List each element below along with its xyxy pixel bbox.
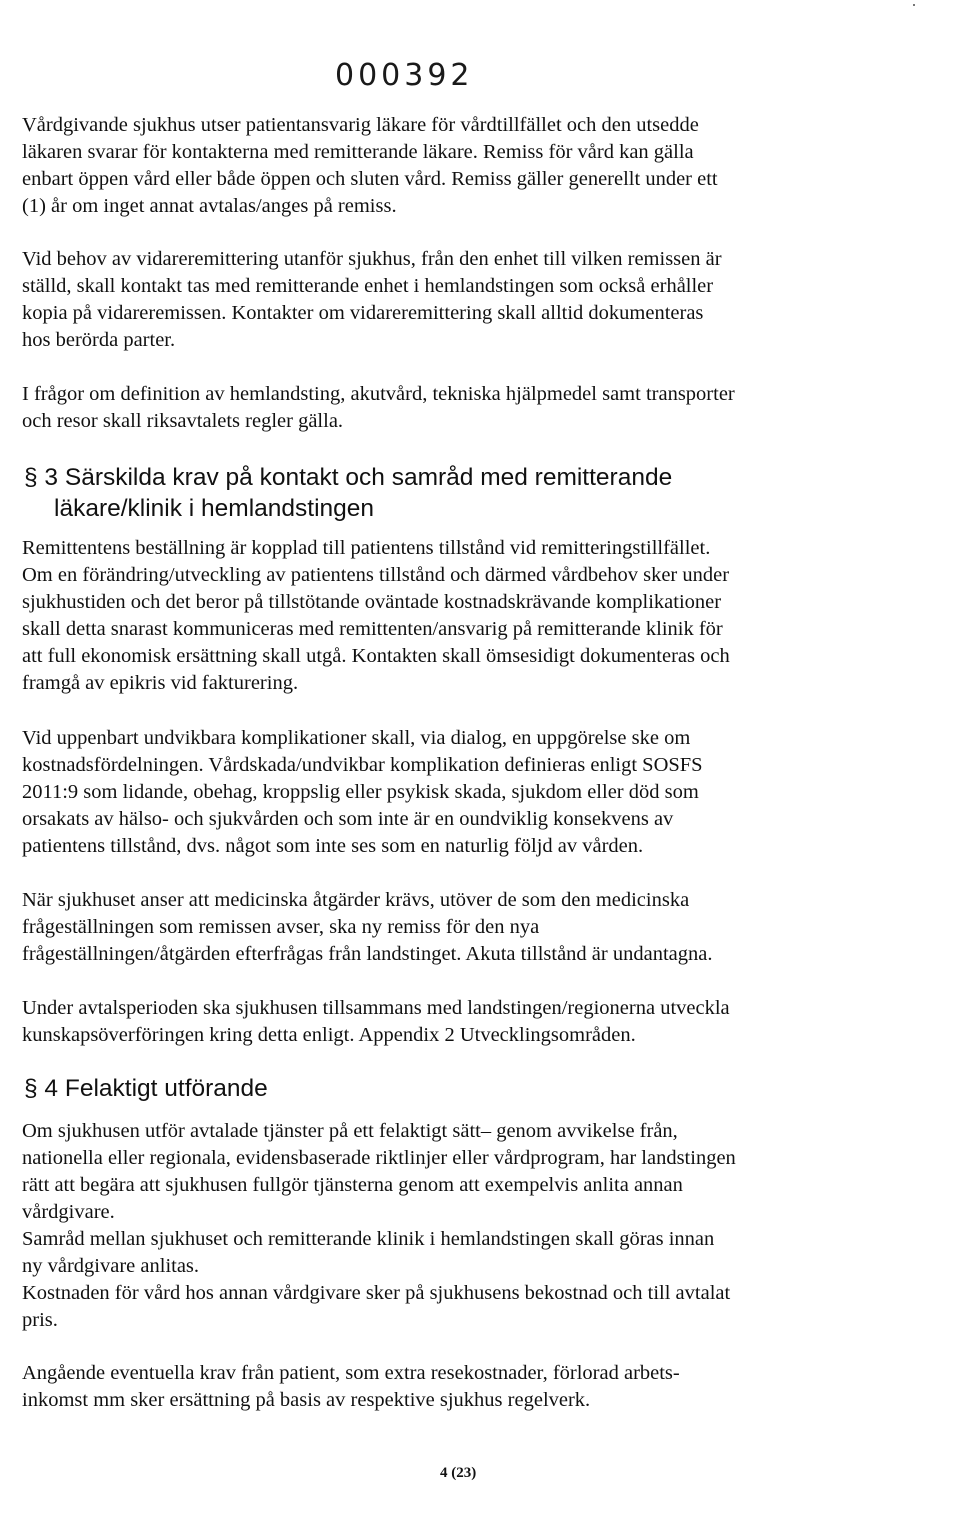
- paragraph-condition-change: [22, 535, 922, 697]
- text-line: Vårdgivande sjukhus utser patientansvarig läkare för vårdtillfället och den utsedde: [22, 114, 699, 136]
- archive-stamp-number: 000392: [335, 58, 474, 93]
- paragraph-further-referral: [22, 246, 922, 354]
- paragraph-new-referral: [22, 887, 922, 968]
- text-line: inkomst mm sker ersättning på basis av respektive sjukhus regelverk.: [22, 1389, 591, 1411]
- text-line: (1) år om inget annat avtalas/anges på remiss.: [22, 195, 397, 217]
- text-line: frågeställningen som remissen avser, ska ny remiss för den nya: [22, 916, 540, 938]
- text-line: frågeställningen/åtgärden efterfrågas från landstinget. Akuta tillstånd är undantagna.: [22, 943, 713, 965]
- text-line: kunskapsöverföringen kring detta enligt. Appendix 2 Utvecklingsområden.: [22, 1024, 636, 1046]
- text-line: Angående eventuella krav från patient, som extra resekostnader, förlorad arbets-: [22, 1362, 680, 1384]
- heading-line: § 3 Särskilda krav på kontakt och samråd med remitterande: [24, 464, 673, 491]
- scan-speck: [913, 4, 915, 6]
- text-line: hos berörda parter.: [22, 329, 176, 351]
- text-line: rätt att begära att sjukhusen fullgör tjänsterna genom att exempelvis anlita annan: [22, 1174, 683, 1196]
- page-number: 4 (23): [440, 1465, 477, 1481]
- heading-line: § 4 Felaktigt utförande: [24, 1075, 268, 1102]
- text-line: 2011:9 som lidande, obehag, kroppslig eller psykisk skada, sjukdom eller död som: [22, 781, 699, 803]
- section-4-heading: [24, 1073, 268, 1104]
- text-line: När sjukhuset anser att medicinska åtgärder krävs, utöver de som den medicinska: [22, 889, 690, 911]
- paragraph-definitions: [22, 381, 922, 435]
- heading-line: läkare/klinik i hemlandstingen: [54, 495, 375, 522]
- text-line: enbart öppen vård eller både öppen och sluten vård. Remiss gäller generellt under ett: [22, 168, 718, 190]
- text-line: ställd, skall kontakt tas med remitterande enhet i hemlandstingen som också erhåller: [22, 275, 714, 297]
- text-line: Om en förändring/utveckling av patientens tillstånd och därmed vårdbehov sker under: [22, 564, 730, 586]
- text-line: Remittentens beställning är kopplad till patientens tillstånd vid remitteringstillfället.: [22, 537, 711, 559]
- text-line: läkaren svarar för kontakterna med remitterande läkare. Remiss för vård kan gälla: [22, 141, 694, 163]
- text-line: Om sjukhusen utför avtalade tjänster på ett felaktigt sätt– genom avvikelse från,: [22, 1120, 678, 1142]
- paragraph-patient-claims: [22, 1360, 922, 1414]
- paragraph-avoidable-complications: [22, 725, 922, 860]
- paragraph-patient-responsibility: [22, 112, 922, 220]
- text-line: patientens tillstånd, dvs. något som inte ses som en naturlig följd av vården.: [22, 835, 644, 857]
- text-line: och resor skall riksavtalets regler gälla.: [22, 410, 344, 432]
- text-line: orsakats av hälso- och sjukvården och som inte är en oundviklig konsekvens av: [22, 808, 674, 830]
- text-line: Kostnaden för vård hos annan vårdgivare sker på sjukhusens bekostnad och till avtalat: [22, 1282, 731, 1304]
- paragraph-faulty-performance: [22, 1118, 922, 1334]
- text-line: Under avtalsperioden ska sjukhusen tillsammans med landstingen/regionerna utveckla: [22, 997, 730, 1019]
- text-line: Vid behov av vidareremittering utanför sjukhus, från den enhet till vilken remissen är: [22, 248, 722, 270]
- text-line: framgå av epikris vid fakturering.: [22, 672, 299, 694]
- paragraph-knowledge-transfer: [22, 995, 922, 1049]
- text-line: ny vårdgivare anlitas.: [22, 1255, 200, 1277]
- text-line: vårdgivare.: [22, 1201, 115, 1223]
- text-line: Vid uppenbart undvikbara komplikationer skall, via dialog, en uppgörelse ske om: [22, 727, 691, 749]
- text-line: skall detta snarast kommuniceras med remittenten/ansvarig på remitterande klinik för: [22, 618, 723, 640]
- text-line: nationella eller regionala, evidensbaserade riktlinjer eller vårdprogram, har landstingen: [22, 1147, 736, 1169]
- text-line: pris.: [22, 1309, 58, 1331]
- text-line: I frågor om definition av hemlandsting, akutvård, tekniska hjälpmedel samt transporter: [22, 383, 735, 405]
- text-line: Samråd mellan sjukhuset och remitterande klinik i hemlandstingen skall göras innan: [22, 1228, 715, 1250]
- text-line: att full ekonomisk ersättning skall utgå. Kontakten skall ömsesidigt dokumenteras och: [22, 645, 730, 667]
- text-line: sjukhustiden och det beror på tillstötande oväntade kostnadskrävande komplikationer: [22, 591, 722, 613]
- text-line: kopia på vidareremissen. Kontakter om vidareremittering skall alltid dokumenteras: [22, 302, 704, 324]
- section-3-heading: [24, 462, 672, 524]
- text-line: kostnadsfördelningen. Vårdskada/undvikbar komplikation definieras enligt SOSFS: [22, 754, 703, 776]
